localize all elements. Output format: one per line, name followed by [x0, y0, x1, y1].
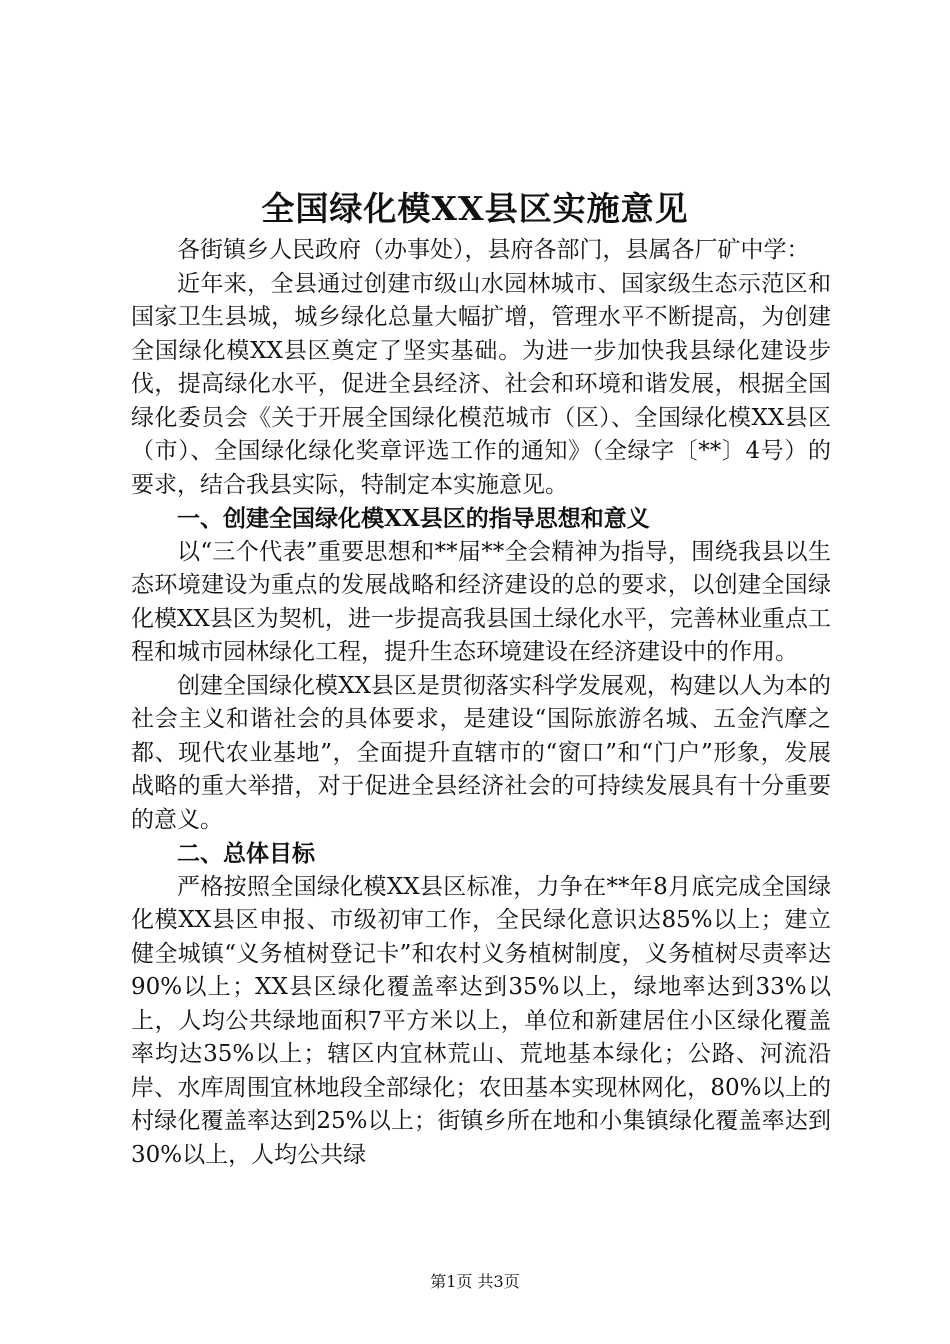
intro-paragraph: 近年来，全县通过创建市级山水园林城市、国家级生态示范区和国家卫生县城，城乡绿化总量大幅扩增，管理水平不断提高，为创建全国绿化模XX县区奠定了坚实基础。为进一步加快我县绿化建设步伐，提高绿化水平，促进全县经济、社会和环境和谐发展，根据全国绿化委员会《关于开展全国绿化模范城市（区）、全国绿化模XX县区（市）、全国绿化绿化奖章评选工作的通知》（全绿字〔**〕4号）的要求，结合我县实际，特制定本实施意见。: [131, 270, 831, 498]
section-1-paragraph-2: 创建全国绿化模XX县区是贯彻落实科学发展观，构建以人为本的社会主义和谐社会的具体要求，是建设“国际旅游名城、五金汽摩之都、现代农业基地”，全面提升直辖市的“窗口”和“门户”形象，发展战略的重大举措，对于促进全县经济社会的可持续发展具有十分重要的意义。: [131, 672, 831, 833]
document-title: 全国绿化模XX县区实施意见: [261, 189, 689, 228]
section-heading-2: 二、总体目标: [177, 840, 315, 867]
page-number-footer: 第1页 共3页: [430, 1272, 520, 1291]
document-body: [131, 234, 831, 1172]
section-heading-1: 一、创建全国绿化模XX县区的指导思想和意义: [177, 505, 650, 532]
section-1-paragraph-1: 以“三个代表”重要思想和**届**全会精神为指导，围绕我县以生态环境建设为重点的发展战略和经济建设的总的要求，以创建全国绿化模XX县区为契机，进一步提高我县国土绿化水平，完善林业重点工程和城市园林绿化工程，提升生态环境建设在经济建设中的作用。: [131, 538, 831, 665]
section-2-paragraph-1: 严格按照全国绿化模XX县区标准，力争在**年8月底完成全国绿化模XX县区申报、市级初审工作，全民绿化意识达85%以上；建立健全城镇“义务植树登记卡”和农村义务植树制度，义务植树尽责率达90%以上；XX县区绿化覆盖率达到35%以上，绿地率达到33%以上，人均公共绿地面积7平方米以上，单位和新建居住小区绿化覆盖率均达35%以上；辖区内宜林荒山、荒地基本绿化；公路、河流沿岸、水库周围宜林地段全部绿化；农田基本实现林网化，80%以上的村绿化覆盖率达到25%以上；街镇乡所在地和小集镇绿化覆盖率达到30%以上，人均公共绿: [131, 873, 831, 1168]
salutation: 各街镇乡人民政府（办事处），县府各部门，县属各厂矿中学：: [177, 237, 810, 263]
